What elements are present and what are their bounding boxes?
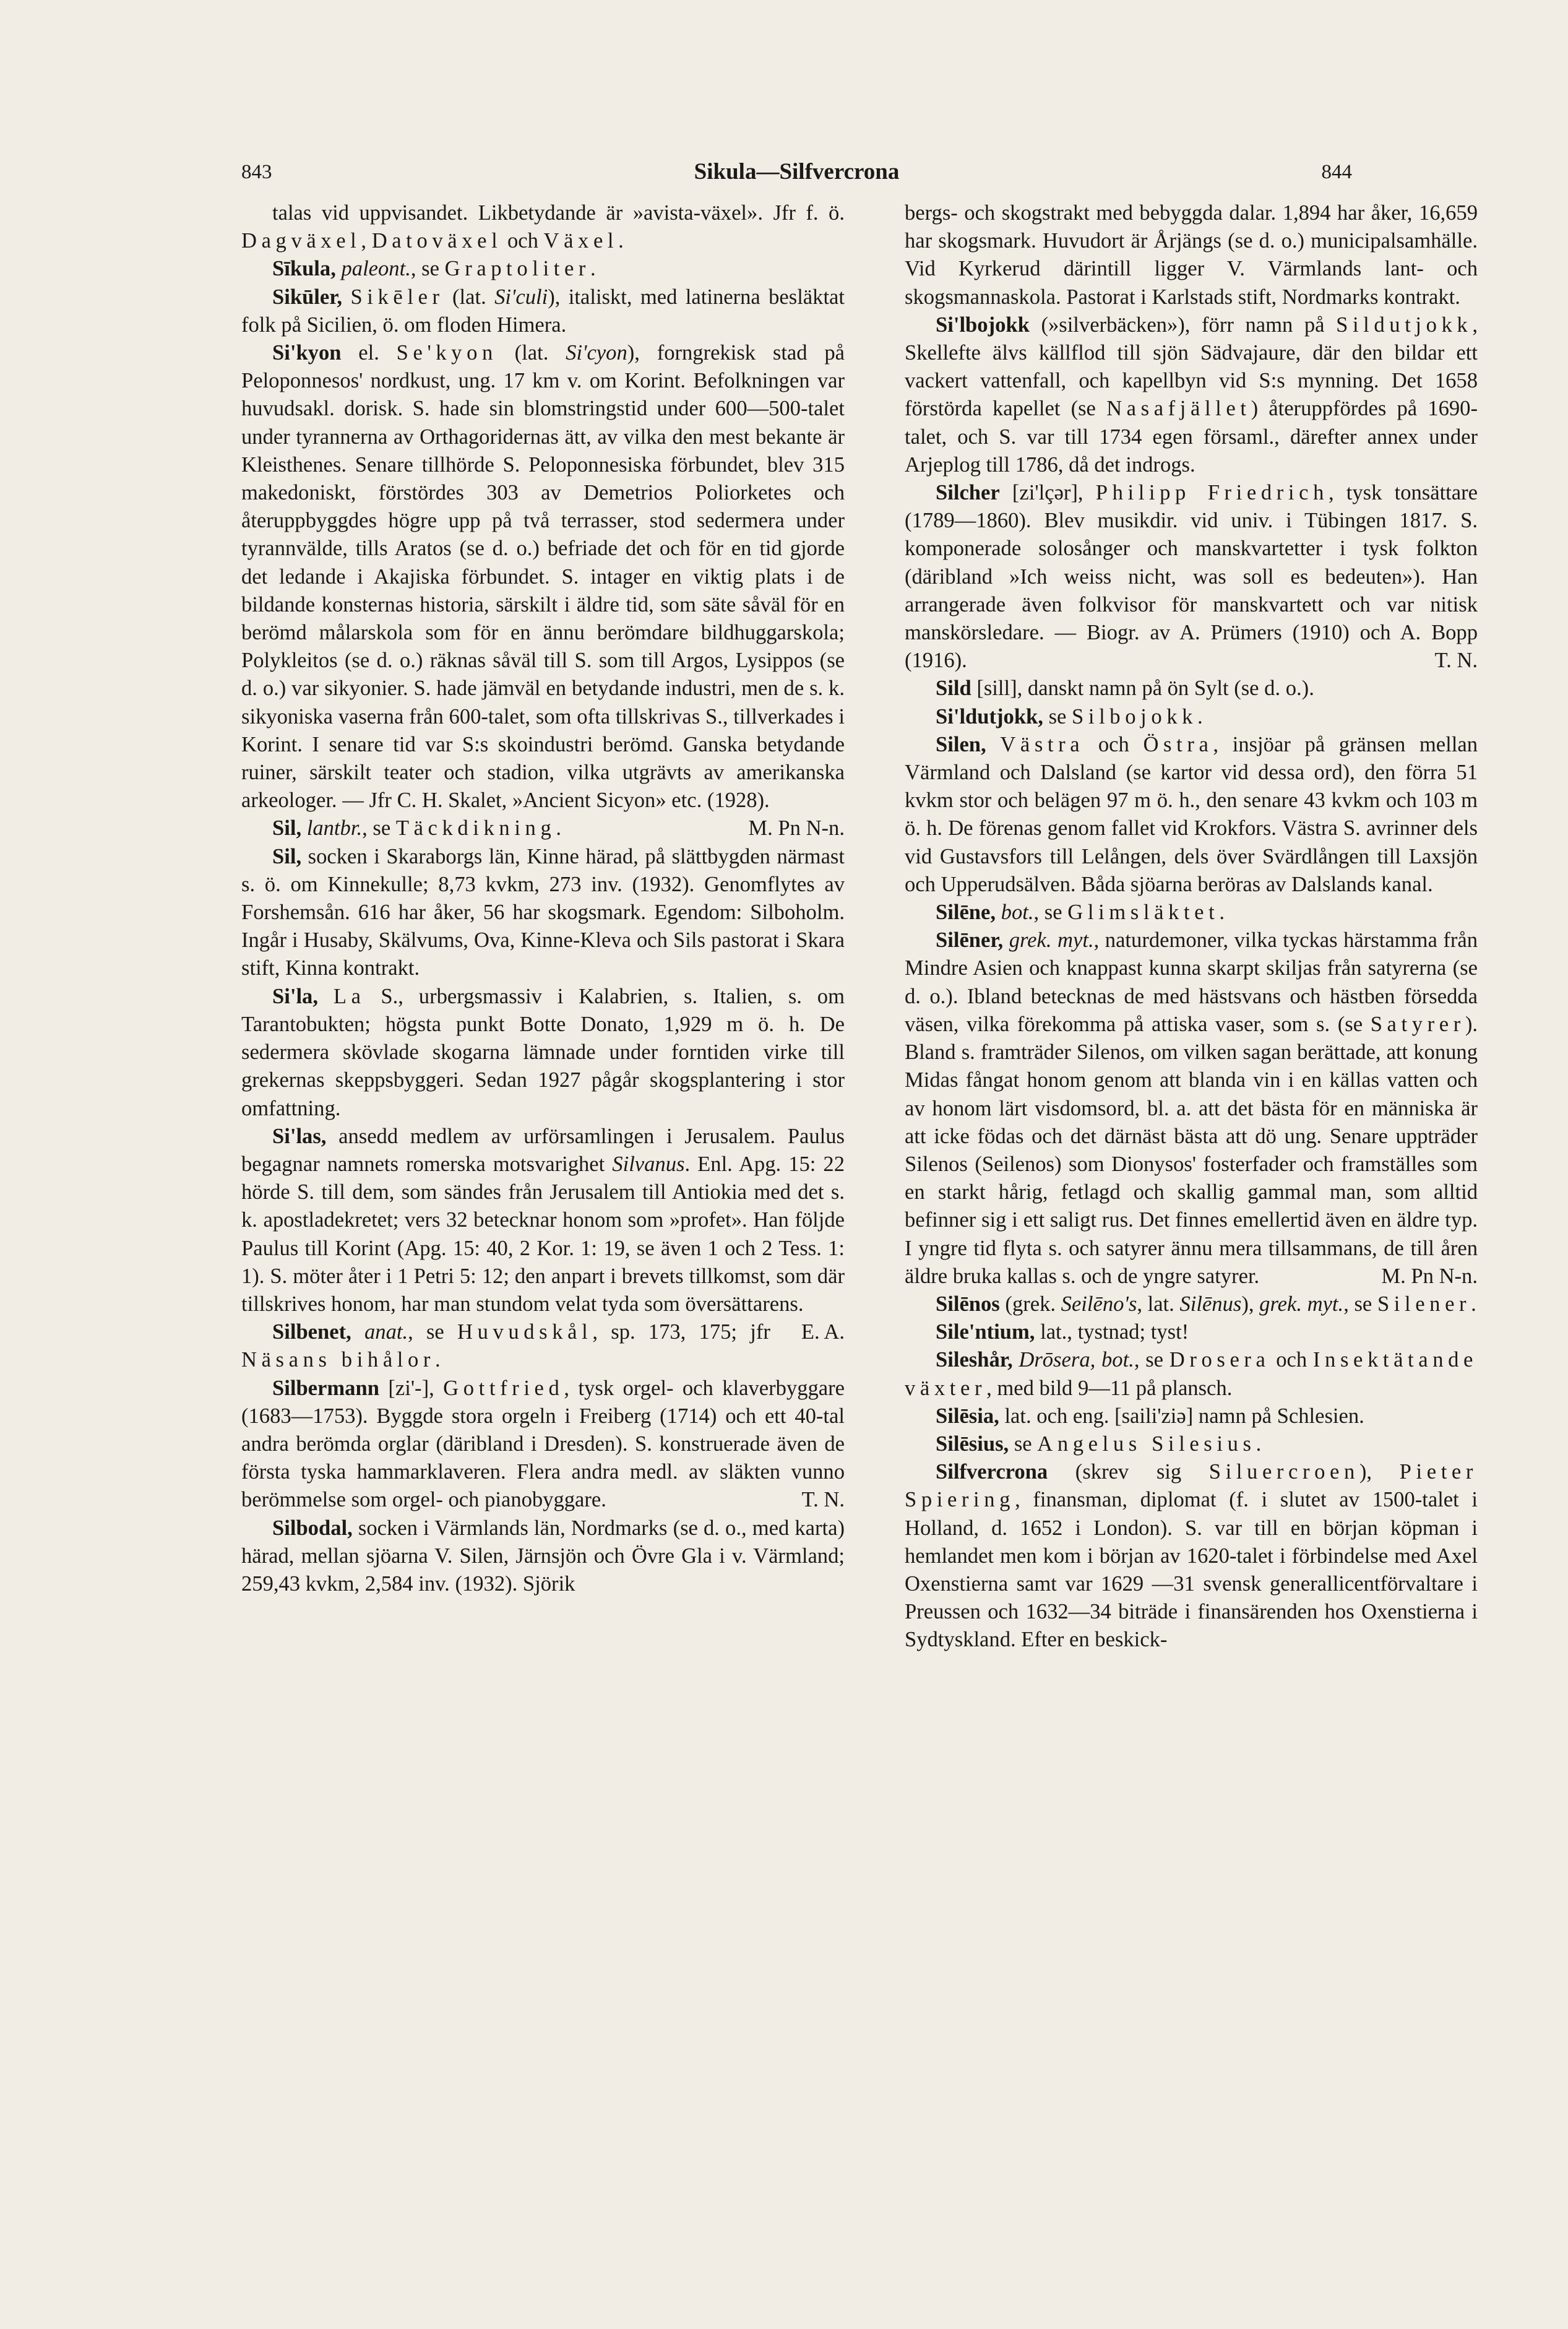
running-title: Sikula—Silfvercrona: [694, 159, 900, 184]
entry-headword: Silfvercrona: [936, 1460, 1048, 1484]
italic-term: grek. myt.: [1259, 1292, 1344, 1316]
entry-text: .: [1197, 704, 1203, 728]
entry-text: (lat.: [444, 285, 495, 309]
entry-text: .: [1471, 1292, 1476, 1316]
italic-term: bot.: [1001, 901, 1034, 925]
entry-text: , se: [410, 257, 445, 281]
author-signature: M. Pn N-n.: [1381, 1264, 1478, 1288]
spaced-reference: Näsans bihålor: [241, 1348, 436, 1372]
spaced-reference: Glimsläktet: [1067, 901, 1220, 925]
entry-text: ,: [361, 229, 372, 253]
entry-headword: Silbenet,: [272, 1320, 364, 1344]
entry-text: socken i Skaraborgs län, Kinne härad, på slättbygden närmast s. ö. om Kinnekulle; 8,73 kvkm, 273 inv. (1932). Genomflytes av Forshemsån. 616 har åker, 56 har skogsmark. Egendom: Silboholm. Ingår i Husaby, Skälvums, Ova, Kinne-Kleva och Sils pastorat i Skara stift, Kinna kontrakt.: [241, 844, 845, 980]
entry-headword: Silēsia,: [936, 1404, 999, 1428]
dictionary-entry: [905, 311, 1478, 479]
entry-text: se: [1009, 1432, 1038, 1456]
entry-text: , se: [408, 1320, 457, 1344]
dictionary-entry: [905, 703, 1478, 731]
entry-text: , tysk orgel- och klaverbyggare (1683—1753). Byggde stora orgeln i Freiberg (1714) och ett 40-tal andra berömda orglar (däribland i Dresden). S. konstruerade även de första tyska hammarklaveren. Flera andra medl. av släkten vunno berömmelse som orgel- och pianobyggare.: [241, 1376, 845, 1512]
italic-term: Silvanus: [612, 1152, 685, 1176]
entry-text: (skrev sig: [1048, 1460, 1209, 1484]
spaced-reference: Sildutjokk: [1336, 313, 1473, 337]
dictionary-entry: [905, 1318, 1478, 1346]
italic-term: lantbr.: [306, 816, 363, 840]
entry-text: socken i Värmlands län, Nordmarks (se d. o., med karta) härad, mellan sjöarna V. Silen, Järnsjön och Övre Gla i v. Värmland; 259,43 kvkm, 2,584 inv. (1932). Sjörik: [241, 1516, 845, 1596]
entry-text: och: [1084, 732, 1144, 756]
author-signature: T. N.: [1434, 649, 1478, 673]
entry-text: [sill], danskt namn på ön Sylt (se d. o.).: [971, 676, 1314, 701]
right-column: [905, 199, 1478, 2254]
dictionary-entry: [905, 1290, 1478, 1318]
entry-text: , naturdemoner, vilka tyckas härstamma från Mindre Asien och knappast kunna skarpt skiljas från satyrerna (se d. o.). Ibland betecknas de med hästsvans och hästben försedda väsen, vilka förekomma på attiska vaser, som s. (se: [905, 928, 1478, 1036]
entry-headword: Si'lbojokk: [936, 313, 1030, 337]
entry-text: [zi'lçər],: [999, 481, 1096, 505]
entry-text: (»silverbäcken»), förr namn på: [1029, 313, 1337, 337]
dictionary-entry: [905, 479, 1478, 675]
italic-term: Si'culi: [494, 285, 548, 309]
italic-term: grek. myt.: [1009, 928, 1094, 953]
italic-term: anat.: [364, 1320, 408, 1344]
dictionary-entry: [241, 843, 845, 983]
spaced-reference: Sikēler: [350, 285, 444, 309]
entry-text: ). Bland s. framträder Silenos, om vilken sagan berättade, att konung Midas fångat honom genom att blanda vin i en källas vatten och av honom lärt visdomsord, bl. a. att det bästa för en människa är att icke födas och det därnäst bästa att dö ung. Senare uppträder Silenos (Seilenos) som Dionysos' fosterfader och framställes som en starkt hårig, fetlagd och skallig gammal man, som alltid befinner sig i ett saligt rus. Det finnes emellertid även en äldre typ. I yngre tid flyta s. och satyrer ännu mera tillsammans, de till åren äldre bruka kallas s. och de yngre satyrer.: [905, 1012, 1478, 1288]
dictionary-entry: [905, 731, 1478, 899]
spaced-reference: Västra: [1000, 732, 1085, 756]
entry-text: bergs- och skogstrakt med bebyggda dalar. 1,894 har åker, 16,659 har skogsmark. Huvudort är Årjängs (se d. o.) municipalsamhälle. Vid Kyrkerud därintill ligger V. Värmlands lant- och skogsmannaskola. Pastorat i Karlstads stift, Nordmarks kontrakt.: [905, 201, 1478, 309]
entry-headword: Silbermann: [272, 1376, 379, 1400]
entry-text: lat. och eng. [saili'ziə] namn på Schlesien.: [999, 1404, 1364, 1428]
spaced-reference: Gottfried: [443, 1376, 564, 1400]
entry-headword: Si'la,: [272, 984, 334, 1008]
author-signature: E. A.: [801, 1320, 845, 1344]
entry-headword: Silen,: [936, 732, 1001, 756]
spaced-reference: La: [333, 984, 366, 1008]
entry-headword: Silēnos: [936, 1292, 1000, 1316]
dictionary-entry: [241, 1318, 845, 1374]
spaced-reference: Östra: [1143, 732, 1213, 756]
dictionary-entry: [241, 1375, 845, 1514]
entry-headword: Si'ldutjokk,: [936, 704, 1043, 728]
dictionary-entry: [241, 199, 845, 255]
dictionary-entry: [905, 199, 1478, 311]
spaced-reference: Nasafjället: [1106, 397, 1251, 421]
left-column: [241, 199, 845, 2254]
entry-text: [zi'-],: [379, 1376, 444, 1400]
spaced-reference: Silener: [1377, 1292, 1471, 1316]
entry-text: .: [618, 229, 624, 253]
spaced-reference: Siluercroen: [1208, 1460, 1359, 1484]
italic-term: Drōsera, bot.: [1019, 1348, 1134, 1372]
entry-text: , tysk tonsättare (1789—1860). Blev musikdir. vid univ. i Tübingen 1817. S. komponerade solosånger och manskvartetter i tysk folkton (däribland »Ich weiss nicht, was soll es bedeuten»). Han arrangerade även folkvisor för manskvartett och var nitisk manskörsledare. — Biogr. av A. Prümers (1910) och A. Bopp (1916).: [905, 481, 1478, 673]
entry-text: (grek.: [999, 1292, 1061, 1316]
dictionary-entry: [905, 675, 1478, 702]
dictionary-entry: [905, 1430, 1478, 1458]
dictionary-entry: [905, 899, 1478, 927]
entry-text: ), italiskt, med latinerna besläktat folk på Sicilien, ö. om floden Himera.: [241, 285, 845, 337]
entry-headword: Sild: [936, 676, 971, 701]
spaced-reference: Pieter Spiering: [905, 1460, 1478, 1512]
entry-text: .: [1219, 901, 1225, 925]
dictionary-entry: [905, 1346, 1478, 1402]
italic-term: Silēnus: [1179, 1292, 1242, 1316]
entry-text: .: [556, 816, 561, 840]
dictionary-entry: [241, 983, 845, 1123]
entry-headword: Sīkula,: [272, 257, 342, 281]
author-signature: T. N.: [801, 1488, 845, 1512]
entry-text: ),: [1241, 1292, 1260, 1316]
entry-text: , insjöar på gränsen mellan Värmland och Dalsland (se kartor vid dessa ord), den förra 51 kvkm stor och belägen 97 m ö. h., den senare 43 kvkm och 103 m ö. h. De förenas genom fallet vid Krokfors. Västra S. avrinner dels vid Gustavsfors till Lelången, dels över Svärdlången till Laxsjön och Upperudsälven. Båda sjöarna beröras av Dalslands kanal.: [905, 732, 1478, 896]
italic-term: Seilēno's: [1061, 1292, 1137, 1316]
entry-text: el.: [341, 341, 397, 365]
dictionary-entry: [905, 1458, 1478, 1654]
entry-text: . Enl. Apg. 15: 22 hörde S. till dem, som sändes från Jerusalem till Antiokia med det s. k. apostladekretet; vers 32 betecknar honom som »profet». Han följde Paulus till Korint (Apg. 15: 40, 2 Kor. 1: 19, se även 1 och 2 Tess. 1: 1). S. möter åter i 1 Petri 5: 12; den anpart i brevets tillkomst, som där tillskrives honom, har man stundom velat tyda som översättarens.: [241, 1152, 845, 1316]
entry-headword: Silēner,: [936, 928, 1009, 953]
entry-text: ), forngrekisk stad på Peloponnesos' nordkust, ung. 17 km v. om Korint. Befolkningen var huvudsakl. dorisk. S. hade sin blomstringstid under 600—500-talet under tyrannerna av Orthagoridernas ätt, av vilka den mest bekante är Kleisthenes. Senare tillhörde S. Peloponnesiska förbundet, blev 315 makedoniskt, förstördes 303 av Demetrios Poliorketes och återuppbyggdes högre upp på två terrasser, stod sedermera under tyrannvälde, tills Aratos (se d. o.) befriade det och för en tid gjorde det ledande i Akajiska förbundet. S. intager en viktig plats i de bildande konsternas historia, särskilt i äldre tid, som säte såväl för en berömd målarskola som för en ännu berömdare bildhuggarskola; Polykleitos (se d. o.) räknas såväl till S. som till Argos, Lysippos (se d. o.) var sikyonier. S. hade jämväl en betydande industri, men de s. k. sikyoniska vaserna från 600-talet, som ofta tillskrivas S., tillverkades i Korint. I senare tid var S:s skoindustri berömd. Ganska betydande ruiner, särskilt teater och stadion, vilka utgrävts av amerikanska arkeologer. — Jfr C. H. Skalet, »Ancient Sicyon» etc. (1928).: [241, 341, 845, 813]
dictionary-entry: [241, 1514, 845, 1599]
entry-text: se: [1043, 704, 1072, 728]
entry-headword: Si'las,: [272, 1124, 327, 1148]
spaced-reference: Täckdikning: [395, 816, 556, 840]
italic-term: paleont.: [341, 257, 411, 281]
entry-headword: Sile'ntium,: [936, 1320, 1035, 1344]
entry-headword: Silēne,: [936, 901, 1001, 925]
spaced-reference: Dagväxel: [241, 229, 361, 253]
entry-text: , se: [362, 816, 396, 840]
entry-text: , sp. 173, 175; jfr: [592, 1320, 770, 1344]
spaced-reference: Satyrer: [1370, 1012, 1465, 1036]
entry-headword: Silbodal,: [272, 1516, 353, 1540]
entry-headword: Sileshår,: [936, 1348, 1019, 1372]
spaced-reference: Graptoliter: [444, 257, 591, 281]
spaced-reference: Huvudskål: [457, 1320, 593, 1344]
page-header: [241, 160, 1352, 197]
entry-text: talas vid uppvisandet. Likbetydande är »avista-växel». Jfr f. ö.: [272, 201, 845, 225]
entry-text: , lat.: [1137, 1292, 1180, 1316]
author-signature: M. Pn N-n.: [748, 816, 845, 840]
entry-text: , se: [1343, 1292, 1377, 1316]
entry-headword: Sikūler,: [272, 285, 351, 309]
entry-text: ansedd medlem av urförsamlingen i Jerusalem. Paulus begagnar namnets romerska motsvarighet: [241, 1124, 845, 1176]
spaced-reference: Växel: [543, 229, 619, 253]
entry-text: och: [502, 229, 544, 253]
entry-text: och: [1270, 1348, 1313, 1372]
entry-text: (lat.: [497, 341, 566, 365]
entry-text: , finansman, diplomat (f. i slutet av 1500-talet i Holland, d. 1652 i London). S. var till en början köpman i hemlandet men kom i början av 1620-talet i förbindelse med Axel Oxenstierna samt var 1629 —31 svensk generallicentförvaltare i Preussen och 1632—34 biträde i finansärenden hos Oxenstierna i Sydtyskland. Efter en beskick-: [905, 1488, 1478, 1652]
spaced-reference: Philipp Friedrich: [1095, 481, 1329, 505]
entry-text: .: [435, 1348, 441, 1372]
dictionary-entry: [905, 1402, 1478, 1430]
spaced-reference: Se'kyon: [396, 341, 498, 365]
entry-text: , med bild 9—11 på plansch.: [986, 1376, 1233, 1400]
page-number-left: 843: [241, 161, 272, 183]
page-number-right: 844: [1321, 161, 1352, 183]
spaced-reference: Datoväxel: [371, 229, 502, 253]
entry-headword: Silēsius,: [936, 1432, 1009, 1456]
entry-headword: Silcher: [936, 481, 1000, 505]
entry-text: .: [590, 257, 596, 281]
entry-headword: Sil,: [272, 816, 307, 840]
entry-text: lat., tystnad; tyst!: [1035, 1320, 1189, 1344]
spaced-reference: Insektätande växter: [905, 1348, 1478, 1400]
entry-headword: Si'kyon: [272, 341, 342, 365]
entry-text: S., urbergsmassiv i Kalabrien, s. Italien, s. om Tarantobukten; högsta punkt Botte Donato, 1,929 m ö. h. De sedermera skövlade skogarna lämnade under forntiden virke till grekernas skeppsbyggeri. Sedan 1927 pågår skogsplantering i stor omfattning.: [241, 984, 845, 1120]
entry-text: , se: [1033, 901, 1068, 925]
italic-term: Si'cyon: [566, 341, 627, 365]
spaced-reference: Silbojokk: [1072, 704, 1198, 728]
entry-text: , se: [1134, 1348, 1170, 1372]
dictionary-entry: [241, 255, 845, 283]
entry-headword: Sil,: [272, 844, 302, 868]
spaced-reference: Drosera: [1169, 1348, 1270, 1372]
entry-text: .: [1256, 1432, 1262, 1456]
dictionary-entry: [905, 927, 1478, 1290]
entry-text: ) återuppfördes på 1690-talet, och S. var till 1734 egen församl., därefter annex under Arjeplog till 1786, då det indrogs.: [905, 397, 1478, 477]
spaced-reference: Angelus Silesius: [1037, 1432, 1256, 1456]
entry-text: ),: [1359, 1460, 1400, 1484]
dictionary-entry: [241, 283, 845, 339]
entry-text: , Skellefte älvs källflod till sjön Sädvajaure, där den bildar ett vackert vattenfall, och kapellbyn vid S:s mynning. Det 1658 förstörda kapellet (se: [905, 313, 1478, 421]
